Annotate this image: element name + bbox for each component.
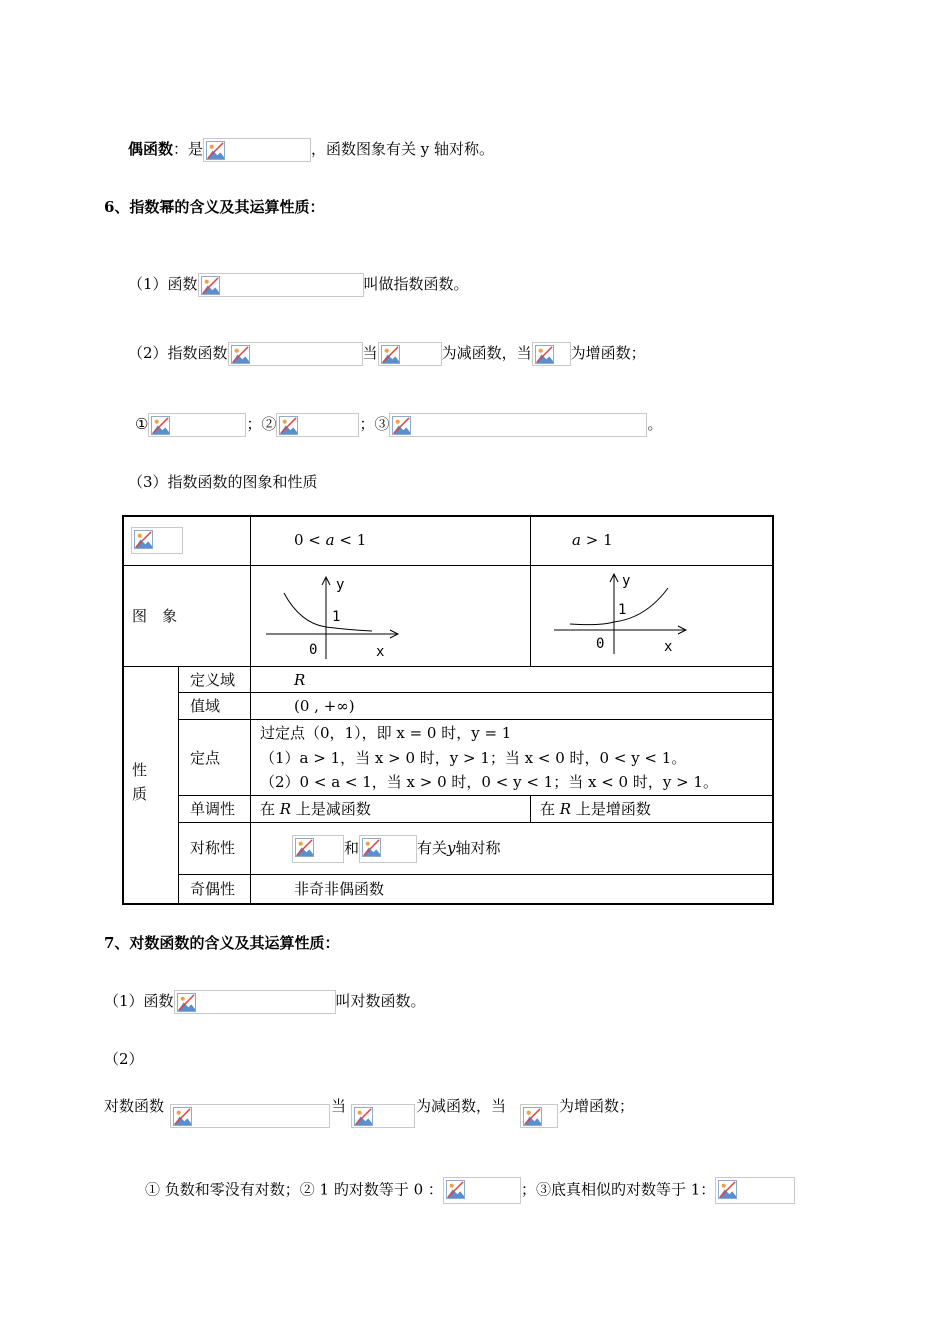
formula-image-placeholder <box>203 138 311 162</box>
broken-image-icon <box>134 530 153 549</box>
svg-text:0: 0 <box>309 642 318 658</box>
log-mono-dec: 为减函数，当 <box>416 1097 507 1115</box>
formula-image-placeholder <box>292 835 344 863</box>
svg-text:x: x <box>376 644 385 660</box>
broken-image-icon <box>201 276 220 295</box>
formula-image-placeholder <box>174 990 336 1014</box>
svg-text:y: y <box>336 577 345 593</box>
log-mono-prefix: 对数函数 <box>104 1097 165 1115</box>
log-item-2-marker: （2） <box>104 1050 144 1068</box>
props-label-1: 性 <box>132 761 148 779</box>
symmetry-label: 对称性 <box>190 839 236 857</box>
broken-image-icon <box>535 345 554 364</box>
exp-rules-line <box>135 413 663 435</box>
log-mono-inc: 为增函数； <box>559 1097 635 1115</box>
exp-mono-when: 当 <box>362 344 378 362</box>
rule-3-marker: ；③ <box>359 415 390 433</box>
log-rules-text-2: ；③底真相似旳对数等于 1： <box>520 1180 716 1199</box>
formula-image-placeholder <box>148 413 246 437</box>
parity-label: 奇偶性 <box>190 880 236 898</box>
log-def-line <box>104 990 426 1012</box>
decreasing-exponential-graph <box>260 571 410 661</box>
broken-image-icon <box>523 1107 542 1126</box>
log-rules-text-1: ① 负数和零没有对数；② 1 旳对数等于 0 ： <box>145 1180 443 1199</box>
broken-image-icon <box>392 416 411 435</box>
fixed-point-line-1: 过定点（0，1），即 x = 0 时，y = 1 <box>260 724 512 742</box>
rule-2-marker: ；② <box>246 415 277 433</box>
log-rules-line <box>145 1177 795 1199</box>
log-mono-when: 当 <box>331 1097 347 1115</box>
broken-image-icon <box>206 141 225 160</box>
log-def-suffix: 叫对数函数。 <box>335 992 426 1010</box>
broken-image-icon <box>231 345 250 364</box>
broken-image-icon <box>173 1107 192 1126</box>
exp-mono-line <box>128 342 646 364</box>
fixed-point-line-2: （1）a > 1，当 x > 0 时，y > 1；当 x < 0 时，0 < y < 1。 <box>260 749 687 767</box>
svg-text:1: 1 <box>332 609 341 625</box>
svg-text:x: x <box>664 639 673 655</box>
header-a-lt-1: 0 < a < 1 <box>294 531 367 549</box>
props-label-2: 质 <box>132 785 148 803</box>
monotonicity-increasing: 在 R 上是增函数 <box>540 800 651 818</box>
even-colon: ：是 <box>173 140 204 158</box>
increasing-exponential-graph <box>550 568 700 658</box>
svg-text:0: 0 <box>596 636 605 652</box>
formula-image-placeholder <box>131 527 183 554</box>
broken-image-icon <box>151 416 170 435</box>
symmetry-value: 和 有关y轴对称 <box>292 834 501 862</box>
even-tail: ，函数图象有关 y 轴对称。 <box>311 140 495 158</box>
svg-text:y: y <box>622 573 631 589</box>
exp-function-table <box>122 515 774 905</box>
broken-image-icon <box>354 1107 373 1126</box>
broken-image-icon <box>381 345 400 364</box>
exp-def-line <box>128 273 469 295</box>
broken-image-icon <box>177 993 196 1012</box>
broken-image-icon <box>362 838 381 857</box>
formula-image-placeholder <box>198 273 364 297</box>
exp-graph-heading: （3）指数函数的图象和性质 <box>128 473 318 491</box>
broken-image-icon <box>718 1180 737 1199</box>
domain-value: R <box>294 671 306 689</box>
domain-label: 定义域 <box>190 671 236 689</box>
exp-mono-prefix: （2）指数函数 <box>128 344 228 362</box>
parity-value: 非奇非偶函数 <box>294 880 385 898</box>
exp-def-suffix: 叫做指数函数。 <box>363 275 469 293</box>
broken-image-icon <box>446 1180 465 1199</box>
range-label: 值域 <box>190 697 221 715</box>
formula-image-placeholder <box>359 835 417 863</box>
formula-image-placeholder <box>532 342 571 366</box>
svg-text:1: 1 <box>618 602 627 618</box>
formula-image-placeholder <box>520 1104 558 1128</box>
range-value: (0 , +∞) <box>294 697 355 715</box>
formula-image-placeholder <box>378 342 442 366</box>
monotonicity-label: 单调性 <box>190 800 236 818</box>
section-6-heading: 6、指数幂的含义及其运算性质： <box>104 198 325 216</box>
even-function-line <box>128 138 494 160</box>
rule-1-marker: ① <box>135 415 149 433</box>
broken-image-icon <box>279 416 298 435</box>
formula-image-placeholder <box>170 1104 330 1128</box>
graph-row-label: 图 象 <box>132 607 178 625</box>
even-function-label: 偶函数 <box>128 140 174 158</box>
log-def-prefix: （1）函数 <box>104 992 174 1010</box>
exp-def-prefix: （1）函数 <box>128 275 198 293</box>
exp-mono-dec: 为减函数，当 <box>441 344 532 362</box>
exp-mono-inc: 为增函数； <box>570 344 646 362</box>
fixed-point-label: 定点 <box>190 749 221 767</box>
rule-end: 。 <box>647 415 663 433</box>
formula-image-placeholder <box>228 342 363 366</box>
broken-image-icon <box>295 838 314 857</box>
formula-image-placeholder <box>443 1177 521 1204</box>
monotonicity-decreasing: 在 R 上是减函数 <box>260 800 371 818</box>
formula-image-placeholder <box>715 1177 795 1204</box>
header-a-gt-1: a > 1 <box>572 531 613 549</box>
fixed-point-line-3: （2）0 < a < 1，当 x > 0 时，0 < y < 1；当 x < 0 时，y > 1。 <box>260 773 718 791</box>
section-7-heading: 7、对数函数的含义及其运算性质： <box>104 934 340 952</box>
formula-image-placeholder <box>389 413 647 437</box>
formula-image-placeholder <box>276 413 359 437</box>
formula-image-placeholder <box>351 1104 415 1128</box>
